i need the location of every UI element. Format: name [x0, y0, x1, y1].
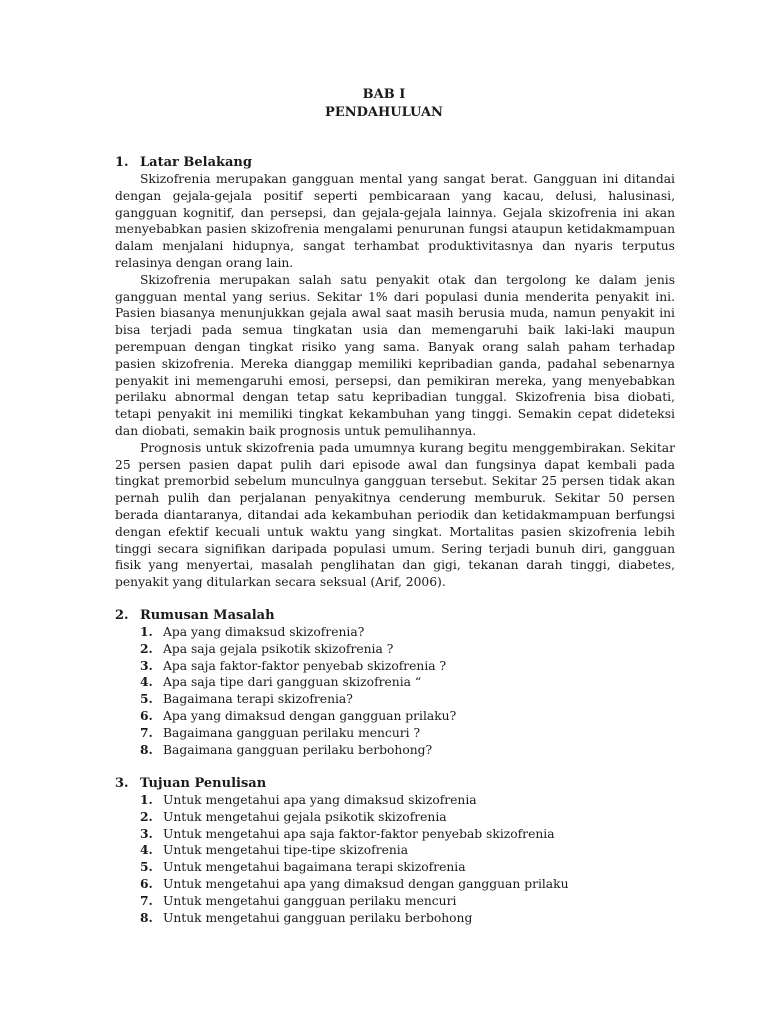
list-item-number: 2.	[140, 808, 153, 824]
list-item	[140, 708, 456, 725]
list-item-number: 2.	[140, 640, 153, 656]
list-item-number: 1.	[140, 624, 153, 639]
list-item-number: 3.	[140, 825, 153, 841]
list-item-text: Untuk mengetahui gangguan perilaku berbohong	[163, 910, 473, 925]
section-number: 3.	[115, 776, 129, 791]
list-item-text: Untuk mengetahui apa saja faktor-faktor penyebab skizofrenia	[163, 826, 555, 841]
list-item	[140, 742, 456, 759]
rumusan-masalah-list	[140, 624, 456, 758]
list-item	[140, 658, 456, 675]
list-item-text: Untuk mengetahui bagaimana terapi skizofrenia	[163, 860, 466, 875]
list-item	[140, 641, 456, 658]
section-title: Tujuan Penulisan	[140, 776, 267, 791]
section-latar-belakang-title	[115, 154, 252, 171]
list-item	[140, 725, 456, 742]
list-item-text: Untuk mengetahui apa yang dimaksud dengan gangguan prilaku	[163, 876, 569, 891]
list-item-number: 3.	[140, 657, 153, 673]
chapter-title: PENDAHULUAN	[325, 105, 443, 120]
list-item-number: 4.	[140, 674, 153, 690]
section-latar-belakang-body	[115, 171, 675, 591]
section-title: Rumusan Masalah	[140, 608, 275, 623]
list-item	[140, 842, 569, 859]
list-item-text: Untuk mengetahui apa yang dimaksud skizofrenia	[163, 793, 477, 807]
list-item-text: Apa saja gejala psikotik skizofrenia ?	[163, 641, 394, 656]
list-item	[140, 809, 569, 826]
list-item-text: Apa yang dimaksud skizofrenia?	[163, 625, 365, 639]
list-item-text: Apa saja tipe dari gangguan skizofrenia “	[163, 675, 422, 690]
list-item-text: Bagaimana terapi skizofrenia?	[163, 692, 353, 707]
list-item-text: Apa yang dimaksud dengan gangguan prilaku?	[163, 708, 457, 723]
list-item-text: Apa saja faktor-faktor penyebab skizofrenia ?	[163, 658, 447, 673]
section-number: 1.	[115, 155, 129, 170]
paragraph: Prognosis untuk skizofrenia pada umumnya kurang begitu menggembirakan. Sekitar 25 persen pasien dapat pulih dari episode awal dan fungsinya dapat kembali pada tingkat premorbid sebelum munculnya gangguan tersebut. Sekitar 25 persen tidak akan pernah pulih dan perjalanan penyakitnya cenderung memburuk. Sekitar 50 persen berada diantaranya, ditandai ada kekambuhan periodik dan ketidakmampuan berfungsi dengan efektif kecuali untuk waktu yang singkat. Mortalitas pasien skizofrenia lebih tinggi secara signifikan daripada populasi umum. Sering terjadi bunuh diri, gangguan fisik yang menyertai, masalah penglihatan dan gigi, tekanan darah tinggi, diabetes, penyakit yang ditularkan secara seksual (Arif, 2006).	[115, 440, 675, 590]
list-item	[140, 893, 569, 910]
list-item-number: 5.	[140, 859, 153, 875]
list-item	[140, 674, 456, 691]
list-item-number: 7.	[140, 724, 153, 740]
section-title: Latar Belakang	[140, 155, 252, 170]
list-item	[140, 876, 569, 893]
list-item-number: 8.	[140, 741, 153, 757]
list-item-number: 7.	[140, 892, 153, 908]
list-item-number: 1.	[140, 792, 153, 807]
list-item	[140, 691, 456, 708]
list-item-text: Bagaimana gangguan perilaku berbohong?	[163, 742, 433, 757]
section-number: 2.	[115, 608, 129, 623]
chapter-label: BAB I	[362, 87, 406, 102]
section-tujuan-penulisan-title	[115, 775, 266, 792]
list-item	[140, 624, 456, 641]
list-item	[140, 792, 569, 809]
section-rumusan-masalah-title	[115, 607, 275, 624]
list-item	[140, 910, 569, 927]
paragraph: Skizofrenia merupakan gangguan mental yang sangat berat. Gangguan ini ditandai dengan gejala-gejala positif seperti pembicaraan yang kacau, delusi, halusinasi, gangguan kognitif, dan persepsi, dan gejala-gejala lainnya. Gejala skizofrenia ini akan menyebabkan pasien skizofrenia mengalami penurunan fungsi ataupun ketidakmampuan dalam menjalani hidupnya, sangat terhambat produktivitasnya dan nyaris terputus relasinya dengan orang lain.	[115, 172, 675, 270]
list-item	[140, 826, 569, 843]
list-item-text: Untuk mengetahui tipe-tipe skizofrenia	[163, 843, 409, 858]
list-item-number: 5.	[140, 691, 153, 707]
tujuan-penulisan-list	[140, 792, 569, 926]
list-item-number: 8.	[140, 909, 153, 925]
list-item-number: 6.	[140, 875, 153, 891]
list-item-number: 4.	[140, 842, 153, 858]
list-item-text: Bagaimana gangguan perilaku mencuri ?	[163, 725, 421, 740]
list-item-text: Untuk mengetahui gangguan perilaku mencuri	[163, 893, 457, 908]
list-item-text: Untuk mengetahui gejala psikotik skizofrenia	[163, 809, 447, 824]
paragraph: Skizofrenia merupakan salah satu penyakit otak dan tergolong ke dalam jenis gangguan mental yang serius. Sekitar 1% dari populasi dunia menderita penyakit ini. Pasien biasanya menunjukkan gejala awal saat masih berusia muda, namun penyakit ini bisa terjadi pada semua tingkatan usia dan memengaruhi baik laki-laki maupun perempuan dengan tingkat risiko yang sama. Banyak orang salah paham terhadap pasien skizofrenia. Mereka dianggap memiliki kepribadian ganda, padahal sebenarnya penyakit ini memengaruhi emosi, persepsi, dan pemikiran mereka, yang menyebabkan perilaku abnormal dengan tetap satu kepribadian tunggal. Skizofrenia bisa diobati, tetapi penyakit ini memiliki tingkat kekambuhan yang tinggi. Semakin cepat dideteksi dan diobati, semakin baik prognosis untuk pemulihannya.	[115, 272, 675, 438]
list-item-number: 6.	[140, 707, 153, 723]
list-item	[140, 859, 569, 876]
